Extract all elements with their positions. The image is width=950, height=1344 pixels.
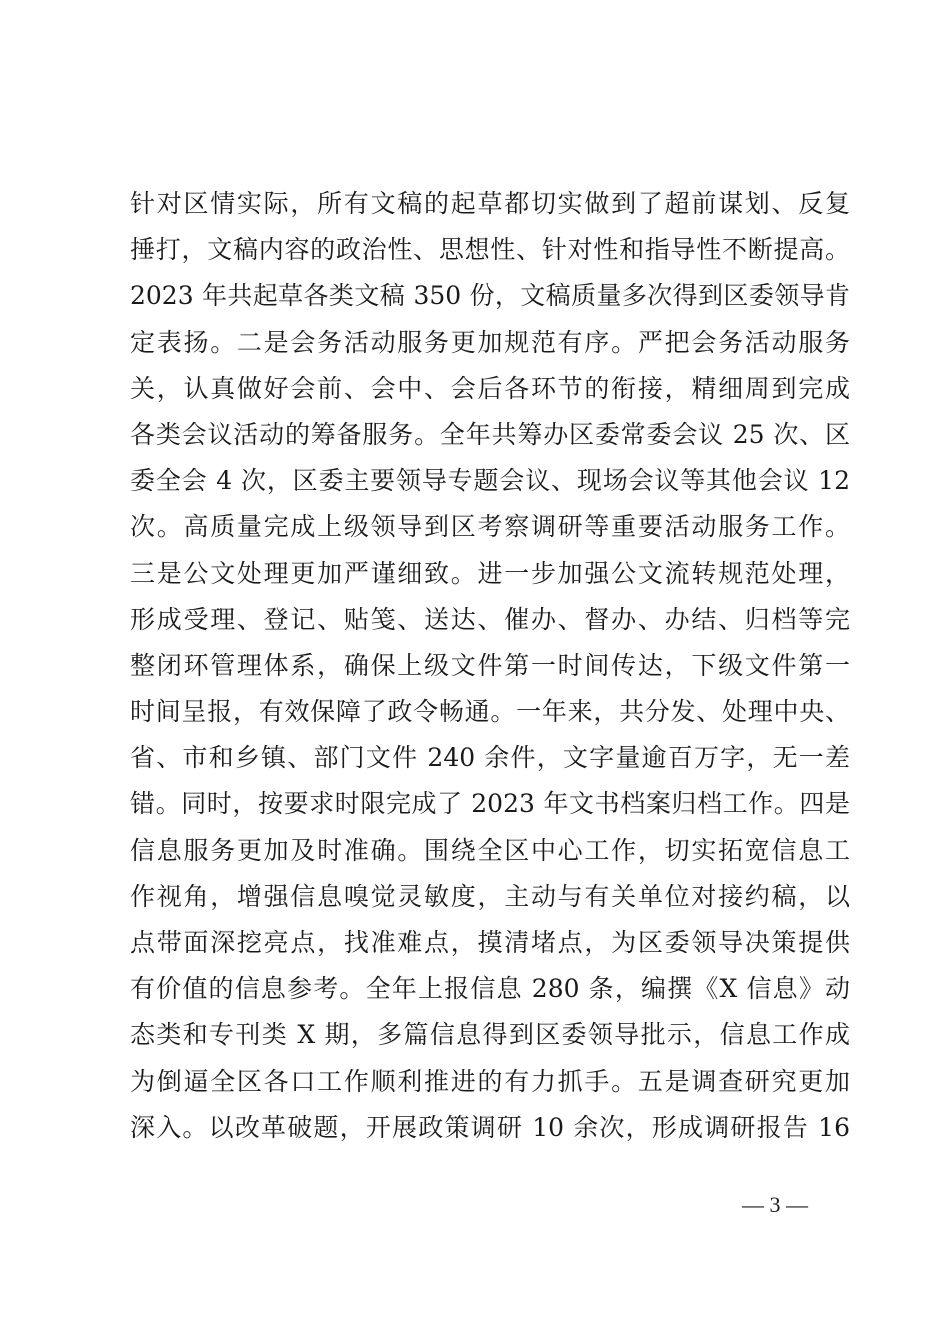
text-line: 形成受理、登记、贴笺、送达、催办、督办、办结、归档等完 [130, 604, 850, 634]
text-line: 三是公文处理更加严谨细致。进一步加强公文流转规范处理， [130, 558, 850, 588]
text-line: 信息服务更加及时准确。围绕全区中心工作，切实拓宽信息工 [130, 835, 850, 865]
text-line: 态类和专刊类 X 期，多篇信息得到区委领导批示，信息工作成 [130, 1020, 850, 1050]
text-line: 捶打，文稿内容的政治性、思想性、针对性和指导性不断提高。 [130, 235, 850, 265]
text-line: 时间呈报，有效保障了政令畅通。一年来，共分发、处理中央、 [130, 697, 850, 727]
text-line: 针对区情实际，所有文稿的起草都切实做到了超前谋划、反复 [130, 189, 850, 218]
text-line: 定表扬。二是会务活动服务更加规范有序。严把会务活动服务 [130, 327, 850, 357]
text-line: 深入。以改革破题，开展政策调研 10 余次，形成调研报告 16 [130, 1112, 850, 1142]
text-line: 作视角，增强信息嗅觉灵敏度，主动与有关单位对接约稿，以 [130, 881, 850, 911]
text-line: 整闭环管理体系，确保上级文件第一时间传达，下级文件第一 [130, 650, 850, 680]
page-number: — 3 — [742, 1192, 808, 1217]
text-line: 错。同时，按要求时限完成了 2023 年文书档案归档工作。四是 [130, 789, 850, 819]
text-line: 为倒逼全区各口工作顺利推进的有力抓手。五是调查研究更加 [130, 1066, 850, 1096]
text-line: 关，认真做好会前、会中、会后各环节的衔接，精细周到完成 [130, 373, 850, 403]
text-line: 点带面深挖亮点，找准难点，摸清堵点，为区委领导决策提供 [130, 928, 850, 957]
text-line: 有价值的信息参考。全年上报信息 280 条，编撰《X 信息》动 [130, 974, 850, 1004]
text-line: 各类会议活动的筹备服务。全年共筹办区委常委会议 25 次、区 [130, 419, 850, 449]
text-line: 2023 年共起草各类文稿 350 份，文稿质量多次得到区委领导肯 [130, 281, 850, 311]
text-line: 省、市和乡镇、部门文件 240 余件，文字量逾百万字，无一差 [130, 743, 850, 773]
text-line: 次。高质量完成上级领导到区考察调研等重要活动服务工作。 [130, 512, 850, 542]
text-line: 委全会 4 次，区委主要领导专题会议、现场会议等其他会议 12 [130, 466, 850, 496]
body-text [130, 181, 850, 1151]
